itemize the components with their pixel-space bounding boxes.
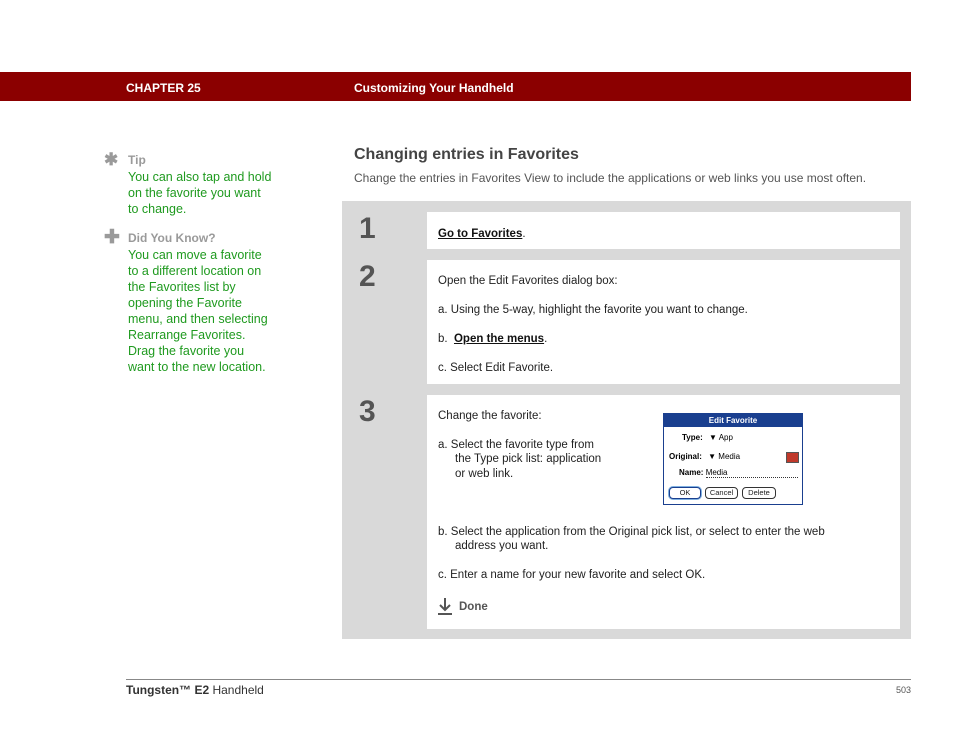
step-number: 3: [353, 395, 427, 629]
dialog-delete-button[interactable]: Delete: [742, 487, 776, 499]
step-3-intro: Change the favorite:: [438, 410, 542, 422]
edit-favorite-dialog: Edit Favorite Type: ▼ App Original: ▼ Media Name: Media OK Cancel Delete: [663, 413, 803, 505]
step-3-c: c. Enter a name for your new favorite and select OK.: [438, 569, 706, 581]
dyk-line: You can move a favorite: [128, 248, 262, 262]
dyk-line: Rearrange Favorites.: [128, 328, 246, 342]
arrow-down-icon: [438, 598, 452, 615]
steps-panel: [342, 201, 911, 639]
step-3-a: or web link.: [455, 468, 514, 480]
asterisk-icon: ✱: [104, 150, 119, 169]
tip-label: Tip: [128, 153, 146, 167]
step-3: [353, 395, 900, 629]
dyk-line: Drag the favorite you: [128, 344, 245, 358]
dyk-line: want to the new location.: [128, 360, 266, 374]
tip-line: on the favorite you want: [128, 186, 261, 200]
footer-divider: [126, 679, 911, 680]
chapter-header-bar: [0, 72, 911, 101]
step-2-a: a. Using the 5-way, highlight the favorite you want to change.: [438, 304, 748, 316]
dyk-line: to a different location on: [128, 264, 262, 278]
name-value: Media: [706, 468, 798, 478]
step-2-intro: Open the Edit Favorites dialog box:: [438, 275, 618, 287]
dyk-line: opening the Favorite: [128, 296, 242, 310]
did-you-know-box: [104, 227, 284, 375]
step-2-c: c. Select Edit Favorite.: [438, 362, 554, 374]
step-3-a: the Type pick list: application: [455, 453, 602, 465]
tip-box: [104, 152, 284, 217]
open-the-menus-link[interactable]: Open the menus: [453, 333, 545, 345]
step-number: 1: [353, 212, 427, 249]
section-title: Customizing Your Handheld: [354, 81, 514, 95]
dyk-line: the Favorites list by: [128, 280, 236, 294]
step-3-a: a. Select the favorite type from: [438, 439, 594, 451]
step-1: 1 Go to Favorites.: [353, 212, 900, 249]
plus-icon: ✚: [104, 227, 120, 248]
app-icon: [786, 452, 799, 463]
dialog-cancel-button[interactable]: Cancel: [705, 487, 738, 499]
did-you-know-text: [128, 247, 284, 375]
original-value: Media: [718, 452, 741, 461]
step-3-b: b. Select the application from the Original pick list, or select to enter the web: [438, 526, 825, 538]
type-value: App: [718, 433, 733, 442]
dialog-ok-button[interactable]: OK: [669, 487, 701, 499]
triangle-down-icon: ▼: [708, 452, 717, 461]
chapter-label: CHAPTER 25: [126, 81, 201, 95]
step-3-b: address you want.: [455, 540, 549, 552]
done-label: Done: [459, 600, 488, 613]
go-to-favorites-link[interactable]: Go to Favorites: [438, 228, 523, 240]
page-title: Changing entries in Favorites: [354, 146, 579, 163]
dyk-line: menu, and then selecting: [128, 312, 268, 326]
tip-line: to change.: [128, 202, 187, 216]
tip-line: You can also tap and hold: [128, 170, 272, 184]
step-number: 2: [353, 260, 427, 384]
step-2: 2 Open the Edit Favorites dialog box: a. Using the 5-way, highlight the favorite you want to change. b. Open the menus. c. Select Edit Favorite.: [353, 260, 900, 384]
done-marker: [438, 598, 488, 615]
page-number: 503: [895, 685, 911, 695]
did-you-know-label: Did You Know?: [128, 231, 216, 245]
triangle-down-icon: ▼: [708, 433, 717, 442]
dialog-title: Edit Favorite: [664, 414, 802, 427]
footer-product: Tungsten™ E2 Handheld: [126, 683, 264, 697]
page-subtitle: Change the entries in Favorites View to include the applications or web links you use most often.: [354, 171, 867, 185]
tip-text: [128, 169, 284, 217]
